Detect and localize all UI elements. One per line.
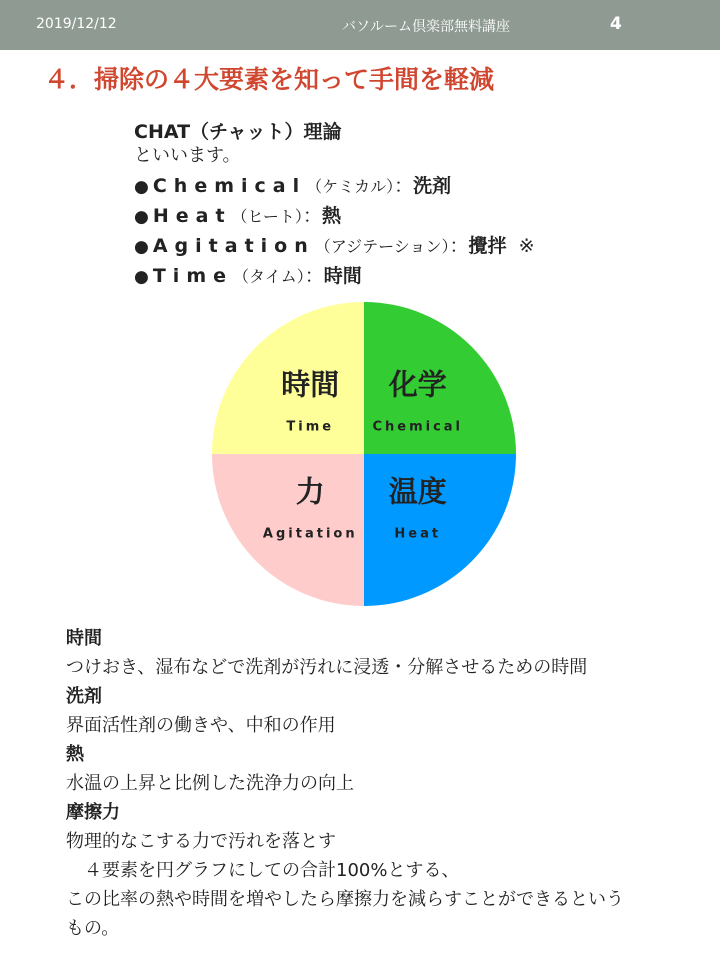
reference-mark [507,235,519,257]
term-suffix: ※ [518,235,535,257]
term-kana: （タイム） [233,267,305,286]
summary-line: この比率の熱や時間を増やしたら摩擦力を減らすことができるという [66,889,624,910]
term-value: 洗剤 [413,175,452,197]
term-value: 時間 [323,265,362,287]
chat-theory-intro [134,120,535,292]
slice-sublabel: Heat [394,526,442,542]
slice-label: 力 [295,474,325,509]
slice-label: 時間 [281,367,340,402]
bullet-icon: ● [134,177,149,197]
note-text: つけおき、湿布などで洗剤が汚れに浸透・分解させるための時間 [66,657,588,678]
bullet-icon: ● [134,237,149,257]
header-organization: バソルーム倶楽部無料講座 [342,19,510,35]
intro-text: といいます。 [134,145,241,166]
term-en: Chemical [152,175,307,197]
note-heading: 洗剤 [66,686,102,707]
intro-heading: CHAT（チャット）理論 [134,121,342,143]
term-value: 熱 [321,205,341,227]
term-kana: （ヒート） [231,207,303,226]
term-kana: （ケミカル） [306,177,395,196]
slide-header [0,0,720,50]
header-date: 2019/12/12 [36,16,117,32]
list-item-agitation [134,232,535,262]
term-sep: ： [394,175,414,197]
list-item-chemical [134,172,535,202]
slice-sublabel: Time [286,419,335,435]
slice-label: 温度 [388,474,447,509]
list-item-time [134,262,535,292]
bullet-icon: ● [134,267,149,287]
term-en: Time [152,265,234,287]
bullet-icon: ● [134,207,149,227]
summary-line: もの。 [66,918,120,939]
list-item-heat [134,202,535,232]
note-heading: 熱 [66,744,84,765]
note-text: 界面活性剤の働きや、中和の作用 [66,715,336,736]
term-kana: （アジテーション） [314,237,450,256]
term-en: Heat [152,205,232,227]
chat-pie-chart [212,302,516,606]
summary-line: ４要素を円グラフにしての合計100%とする、 [66,860,460,881]
term-sep: ： [449,235,469,257]
explanation-notes [66,624,706,943]
slice-label: 化学 [388,367,447,402]
slice-sublabel: Agitation [262,526,358,542]
slide-title: ４．掃除の４大要素を知って手間を軽減 [44,65,495,94]
term-sep: ： [304,265,324,287]
chat-element-list [134,172,535,292]
summary-paragraph [66,856,706,943]
note-text: 物理的なこする力で汚れを落とす [66,831,336,852]
note-text: 水温の上昇と比例した洗浄力の向上 [66,773,354,794]
note-heading: 摩擦力 [66,802,120,823]
page-number: 4 [610,14,622,34]
term-value: 攪拌 [468,235,507,257]
term-sep: ： [302,205,322,227]
slice-sublabel: Chemical [372,419,464,435]
term-en: Agitation [152,235,315,257]
note-heading: 時間 [66,628,102,649]
